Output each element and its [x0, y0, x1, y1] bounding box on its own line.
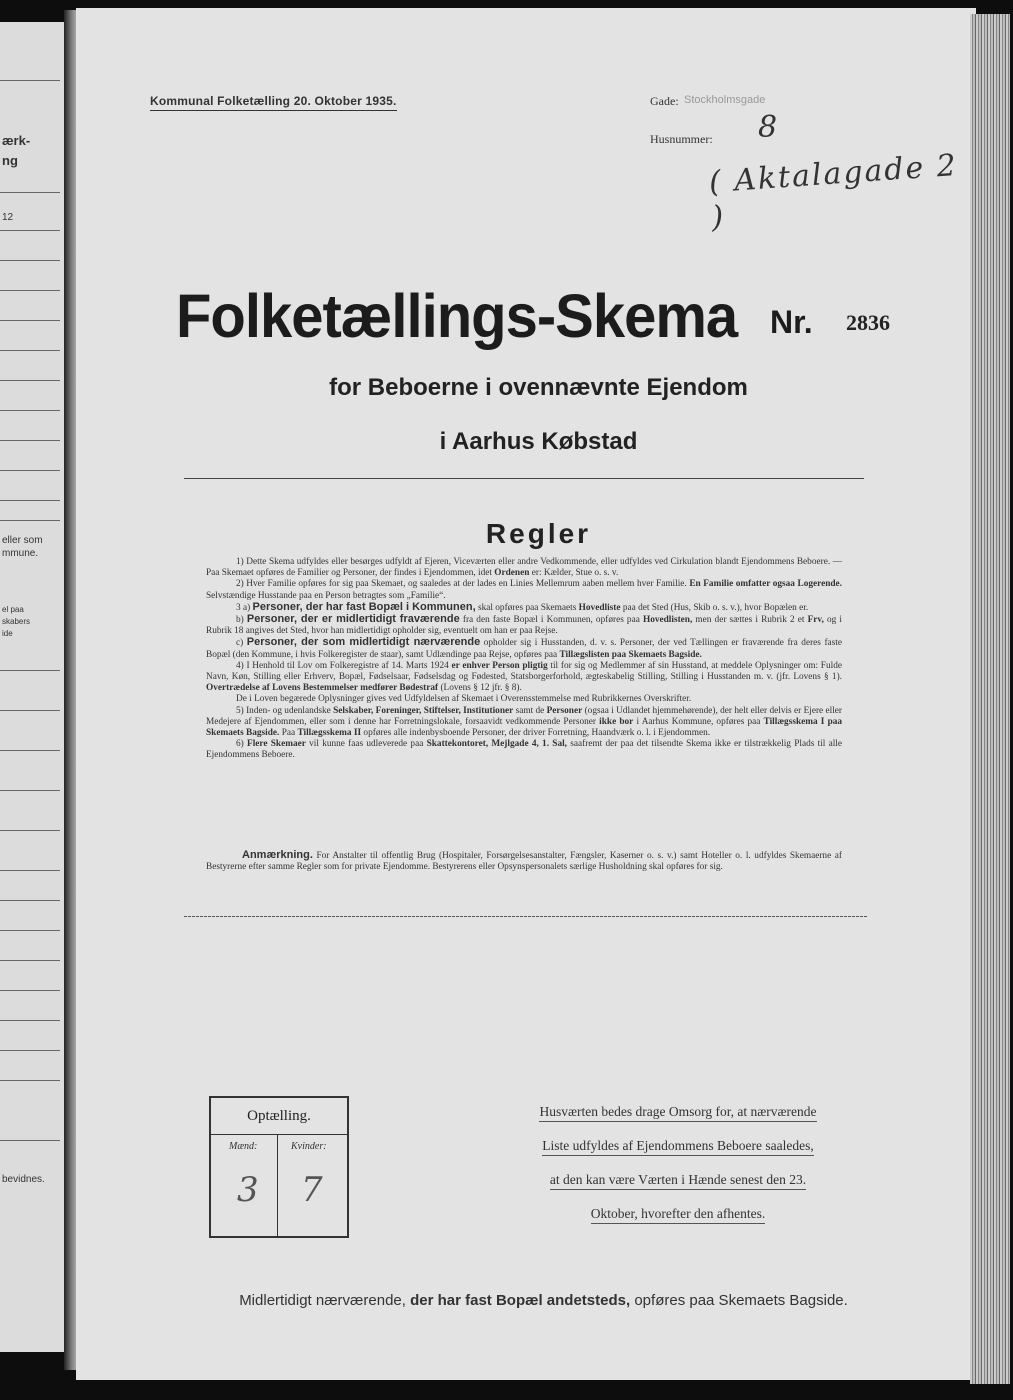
rule-3b: b) Personer, der er midlertidigt fraværende fra den faste Bopæl i Kommunen, opføres paa Hovedlisten, men der sættes i Rubrik 2 et Frv, og i Rubrik 18 angives det Sted, hvor han midlertidigt opholder sig, eventuelt om han er paa Rejse.: [206, 613, 843, 637]
left-fragment: el paa: [2, 605, 24, 614]
left-fragment: ide: [2, 629, 13, 638]
left-fragment: 12: [2, 212, 14, 223]
rule-4: 4) I Henhold til Lov om Folkeregistre af 14. Marts 1924 er enhver Person pligtig til for sig og Medlemmer af sin Husstand, at meddele Oplysninger om: Fulde Navn, Køn, Stilling eller Erhverv, Bopæl, Fødselsaar, Fødselsdag og Fødested, Statsborgerforhold, ægteskabelig Stilling, Stilling i Husstanden m. v. (jfr. Lovens § 1). Overtrædelse af Lovens Bestemmelser medfører Bødestraf (Lovens § 12 jfr. § 8).: [206, 660, 842, 694]
left-page-fragment: [0, 22, 65, 1352]
left-fragment: bevidnes.: [2, 1174, 45, 1185]
tally-title: Optælling.: [247, 1108, 311, 1124]
tally-men-label: Mænd:: [229, 1141, 258, 1152]
form-subtitle: for Beboerne i ovennævnte Ejendom: [329, 374, 748, 401]
handwritten-street-note: ( Aktalagade 2 ): [707, 147, 959, 236]
instruction-line: Oktober, hvorefter den afhentes.: [508, 1203, 848, 1237]
rule-3c: c) Personer, der som midlertidigt nærværende opholder sig i Husstanden, d. v. s. Personer, der ved Tællingen er fraværende fra deres faste Bopæl (den Kommune, i hvis Folkeregister de staar), samt Udlændinge paa Rejse, opføres paa Tillægslisten paa Skemaets Bagside.: [206, 636, 842, 660]
rule-2: 2) Hver Familie opføres for sig paa Skemaet, og saaledes at der lades en Linies Mellemrum aaben mellem hver Familie. En Familie omfatter ogsaa Logerende. Selvstændige Husstande paa en Person betragtes som „Familie“.: [206, 579, 842, 601]
rules-heading: Regler: [485, 518, 592, 549]
form-number-label: Nr.: [770, 304, 813, 340]
rule-6: 6) Flere Skemaer vil kunne faas udleverede paa Skattekontoret, Mejlgade 4, 1. Sal, saafremt der paa det tilsendte Skema ikke er tilstrækkelig Plads til alle Ejendommens Beboere.: [206, 739, 843, 761]
form-subtitle-city: i Aarhus Købstad: [439, 428, 638, 455]
house-number-label: Husnummer:: [650, 132, 713, 146]
remark-label: Anmærkning.: [242, 849, 313, 861]
tally-box: [209, 1096, 349, 1238]
left-fragment: skabers: [2, 617, 31, 626]
left-fragment: ng: [2, 153, 18, 168]
rule-1: 1) Dette Skema udfyldes eller besørges udfyldt af Ejeren, Viceværten eller andre Vedkommende, eller udfyldes ved Cirkulation blandt Ejendommens Beboere. — Paa Skemaet opføres de Familier og Personer, der findes i Ejendommen, idet Ordenen er: Kælder, Stue o. s. v.: [206, 557, 842, 579]
census-header-line: Kommunal Folketælling 20. Oktober 1935.: [150, 94, 397, 111]
census-form-page: [76, 8, 976, 1380]
rule-4-cont: De i Loven begærede Oplysninger gives ved Udfyldelsen af Skemaet i Overensstemmelse med Rubrikkernes Overskrifter.: [236, 694, 692, 705]
left-fragment: eller som: [2, 535, 43, 546]
left-fragment: ærk-: [2, 133, 31, 148]
divider: [184, 916, 868, 917]
street-value: Stockholmsgade: [684, 94, 766, 106]
rule-3a: 3 a) Personer, der har fast Bopæl i Kommunen, skal opføres paa Skemaets Hovedliste paa det Sted (Hus, Skib o. s. v.), hvor Bopælen er.: [236, 600, 809, 613]
instruction-line: at den kan være Værten i Hænde senest den 23.: [508, 1169, 848, 1203]
rule-5: 5) Inden- og udenlandske Selskaber, Foreninger, Stiftelser, Institutioner samt de Personer (ogsaa i Udlandet hjemmehørende), der helt eller delvis er Ejere eller Medejere af Ejendommen, eller som i denne har Forretningslokale, forsaavidt vedkommende Personer ikke bor i Aarhus Kommune, opføres paa Tillægsskema I paa Skemaets Bagside. Paa Tillægsskema II opføres alle indenbysboende Personer, der driver Forretning, Haandværk o. l. i Ejendommen.: [206, 705, 843, 739]
form-number: 2836: [846, 310, 890, 335]
landlord-instruction: [508, 1101, 848, 1237]
divider: [184, 478, 864, 479]
tally-women-label: Kvinder:: [291, 1141, 327, 1152]
remark-text: For Anstalter til offentlig Brug (Hospitaler, Forsørgelsesanstalter, Fængsler, Kaserner o. s. v.) samt Hoteller o. l. udfyldes Skemaerne af Bestyrerne efter samme Regler som for private Ejendomme. Bestyrerens eller Opsynspersonalets særlige Husholdning skal opføres for sig.: [206, 851, 842, 873]
footer-note: Midlertidigt nærværende, der har fast Bopæl andetsteds, opføres paa Skemaets Bagside.: [239, 1292, 848, 1309]
tally-women-value: 7: [301, 1170, 323, 1210]
tally-divider: [211, 1134, 347, 1135]
tally-men-value: 3: [237, 1170, 259, 1210]
street-label: Gade:: [650, 94, 679, 108]
left-fragment: mmune.: [2, 548, 39, 559]
instruction-line: Husværten bedes drage Omsorg for, at nærværende: [508, 1101, 848, 1135]
form-title: Folketællings-Skema: [176, 282, 738, 351]
tally-divider: [277, 1134, 278, 1238]
instruction-line: Liste udfyldes af Ejendommens Beboere saaledes,: [508, 1135, 848, 1169]
page-stack-edge: [970, 14, 1010, 1384]
remark-note: [206, 850, 842, 874]
rules-text: [206, 557, 842, 762]
house-number-value: 8: [758, 110, 778, 145]
